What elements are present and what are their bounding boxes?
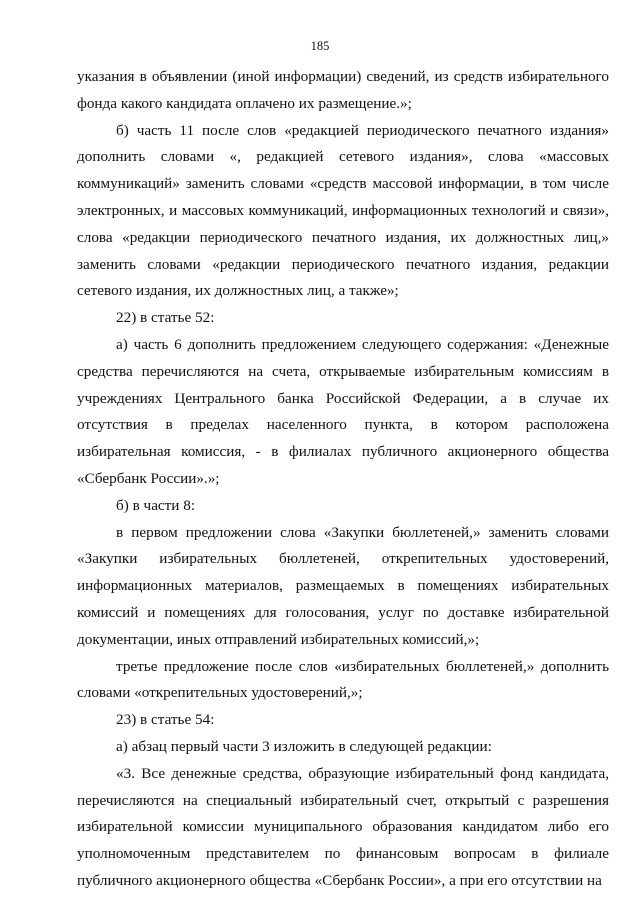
page-number: 185 [310,39,330,53]
document-body [77,64,609,895]
paragraph: в первом предложении слова «Закупки бюллетеней,» заменить словами «Закупки избирательных бюллетеней, открепительных удостоверений, информационных материалов, размещаемых в помещениях избирательных комиссий и помещениях для голосования, услуг по доставке избирательной документации, иных отправлений избирательных комиссий,»; [77,523,609,648]
paragraph: б) часть 11 после слов «редакцией периодического печатного издания» дополнить словами «, редакцией сетевого издания», слова «массовых коммуникаций» заменить словами «средств массовой информации, в том числе электронных, и массовых коммуникаций, информационных технологий и связи», слова «редакции периодического печатного издания, их должностных лиц,» заменить словами «редакции периодического печатного издания, редакции сетевого издания, их должностных лиц, а также»; [77,121,609,300]
paragraph: б) в части 8: [116,496,196,514]
paragraph: 22) в статье 52: [116,309,215,327]
paragraph: а) абзац первый части 3 изложить в следующей редакции: [116,737,492,755]
paragraph: а) часть 6 дополнить предложением следующего содержания: «Денежные средства перечисляются на счета, открываемые избирательным комиссиям в учреждениях Центрального банка Российской Федерации, а в случае их отсутствия в пределах населенного пункта, в котором расположена избирательная комиссия, - в филиалах публичного акционерного общества «Сбербанк России».»; [77,335,609,487]
paragraph: 23) в статье 54: [116,711,215,729]
paragraph: указания в объявлении (иной информации) сведений, из средств избирательного фонда какого кандидата оплачено их размещение.»; [77,68,609,112]
paragraph: третье предложение после слов «избирательных бюллетеней,» дополнить словами «открепительных удостоверений,»; [77,657,609,702]
paragraph: «3. Все денежные средства, образующие избирательный фонд кандидата, перечисляются на специальный избирательный счет, открытый с разрешения избирательной комиссии муниципального образования кандидатом либо его уполномоченным представителем по финансовым вопросам в филиале публичного акционерного общества «Сбербанк России», а при его отсутствии на [77,764,609,889]
